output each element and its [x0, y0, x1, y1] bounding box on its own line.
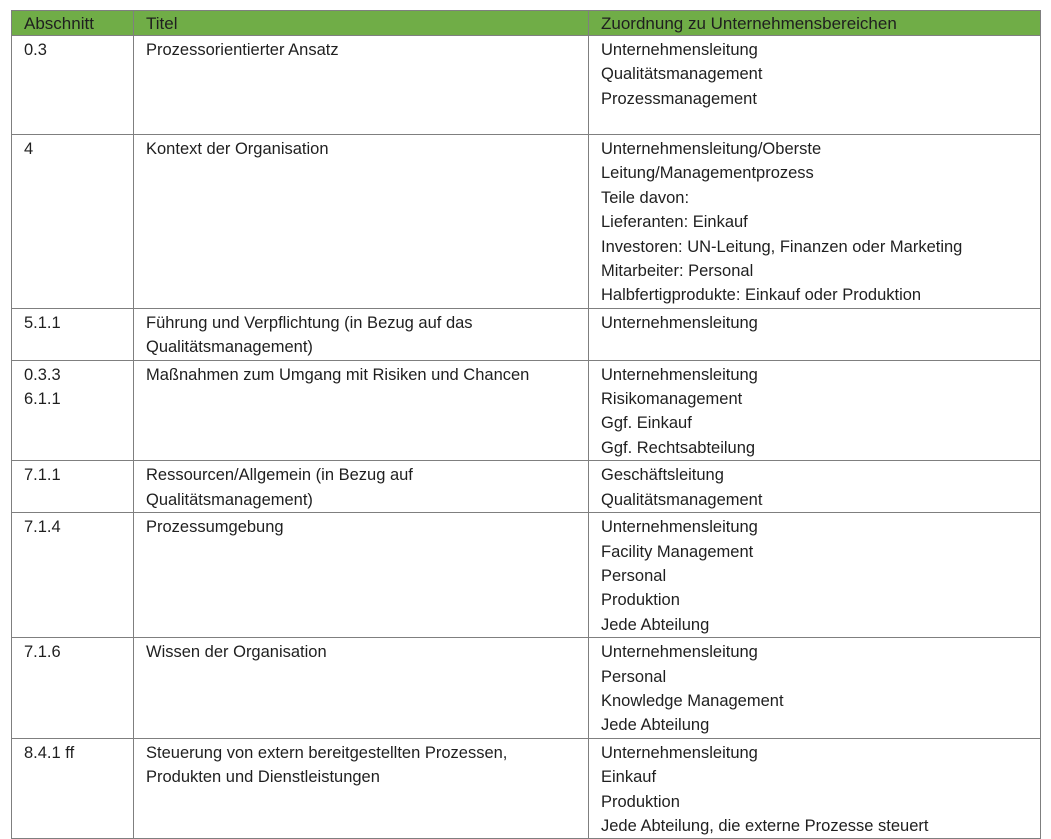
assignment-line: Leitung/Managementprozess: [601, 164, 814, 183]
assignment-line: Unternehmensleitung: [601, 41, 758, 59]
title-line: Qualitätsmanagement): [146, 490, 313, 509]
assignment-line: Personal: [601, 566, 667, 585]
title-line: Steuerung von extern bereitgestellten Prozessen,: [146, 743, 508, 762]
section-line: 7.1.4: [24, 518, 61, 537]
title-line: Maßnahmen zum Umgang mit Risiken und Chancen: [146, 365, 530, 384]
assignment-line: Knowledge Management: [601, 691, 784, 710]
cell-assignment: [589, 513, 1041, 638]
assignment-line: Jede Abteilung, die externe Prozesse steuert: [601, 816, 929, 835]
section-line: 0.3.3: [24, 365, 61, 384]
cell-assignment: [589, 738, 1041, 839]
assignment-line: Qualitätsmanagement: [601, 490, 763, 509]
header-title: Titel: [134, 11, 589, 36]
assignment-line: Ggf. Einkauf: [601, 414, 692, 433]
section-line: 8.4.1 ff: [24, 743, 75, 762]
cell-section: [12, 36, 134, 135]
title-line: Kontext der Organisation: [146, 140, 329, 158]
assignment-line: Qualitätsmanagement: [601, 65, 763, 84]
cell-section: [12, 513, 134, 638]
section-line: 6.1.1: [24, 390, 61, 409]
title-line: Prozessumgebung: [146, 518, 284, 537]
cell-section: [12, 135, 134, 309]
table-row: [12, 461, 1041, 513]
section-line: 5.1.1: [24, 313, 61, 332]
cell-assignment: [589, 360, 1041, 461]
assignment-line: Personal: [601, 667, 667, 686]
assignment-line: Teile davon:: [601, 188, 690, 207]
table-row: [12, 308, 1041, 360]
section-line: 4: [24, 140, 34, 158]
cell-title: [134, 308, 589, 360]
title-line: Qualitätsmanagement): [146, 338, 313, 357]
assignment-line: Unternehmensleitung: [601, 743, 758, 762]
cell-title: [134, 135, 589, 309]
cell-assignment: [589, 638, 1041, 739]
assignment-line: Jede Abteilung: [601, 716, 710, 735]
assignment-line: Facility Management: [601, 542, 754, 561]
title-line: Ressourcen/Allgemein (in Bezug auf: [146, 466, 413, 485]
cell-assignment: [589, 36, 1041, 135]
table-row: [12, 36, 1041, 135]
assignment-line: Mitarbeiter: Personal: [601, 262, 754, 281]
assignment-line: Einkauf: [601, 768, 657, 787]
cell-title: [134, 513, 589, 638]
cell-section: [12, 638, 134, 739]
table-row: [12, 360, 1041, 461]
table-row: [12, 638, 1041, 739]
header-assignment: Zuordnung zu Unternehmensbereichen: [589, 11, 1041, 36]
cell-assignment: [589, 308, 1041, 360]
title-line: Prozessorientierter Ansatz: [146, 41, 339, 59]
cell-assignment: [589, 461, 1041, 513]
assignment-line: Jede Abteilung: [601, 615, 710, 634]
table-row: [12, 135, 1041, 309]
table-row: [12, 738, 1041, 839]
assignment-line: Unternehmensleitung: [601, 365, 758, 384]
header-section: Abschnitt: [12, 11, 134, 36]
cell-section: [12, 360, 134, 461]
title-line: Führung und Verpflichtung (in Bezug auf das: [146, 313, 473, 332]
assignment-line: Unternehmensleitung/Oberste: [601, 140, 822, 158]
assignment-line: Investoren: UN-Leitung, Finanzen oder Marketing: [601, 237, 963, 256]
cell-section: [12, 461, 134, 513]
assignment-line: Produktion: [601, 591, 680, 610]
section-line: 0.3: [24, 41, 47, 59]
cell-assignment: [589, 135, 1041, 309]
cell-title: [134, 461, 589, 513]
iso-assignment-table: [11, 10, 1041, 839]
assignment-line: Produktion: [601, 792, 680, 811]
assignment-line: Halbfertigprodukte: Einkauf oder Produktion: [601, 286, 922, 305]
assignment-line: Unternehmensleitung: [601, 313, 758, 332]
title-line: Wissen der Organisation: [146, 643, 327, 662]
section-line: 7.1.1: [24, 466, 61, 485]
assignment-line: Geschäftsleitung: [601, 466, 724, 485]
cell-section: [12, 308, 134, 360]
cell-section: [12, 738, 134, 839]
cell-title: [134, 36, 589, 135]
assignment-line: Unternehmensleitung: [601, 643, 758, 662]
cell-title: [134, 638, 589, 739]
header-row: [12, 11, 1041, 36]
title-line: Produkten und Dienstleistungen: [146, 768, 380, 787]
cell-title: [134, 360, 589, 461]
section-line: 7.1.6: [24, 643, 61, 662]
assignment-line: Prozessmanagement: [601, 89, 757, 108]
assignment-line: Unternehmensleitung: [601, 518, 758, 537]
table-row: [12, 513, 1041, 638]
assignment-line: Lieferanten: Einkauf: [601, 213, 748, 232]
cell-title: [134, 738, 589, 839]
assignment-line: Ggf. Rechtsabteilung: [601, 438, 756, 457]
assignment-line: Risikomanagement: [601, 390, 743, 409]
